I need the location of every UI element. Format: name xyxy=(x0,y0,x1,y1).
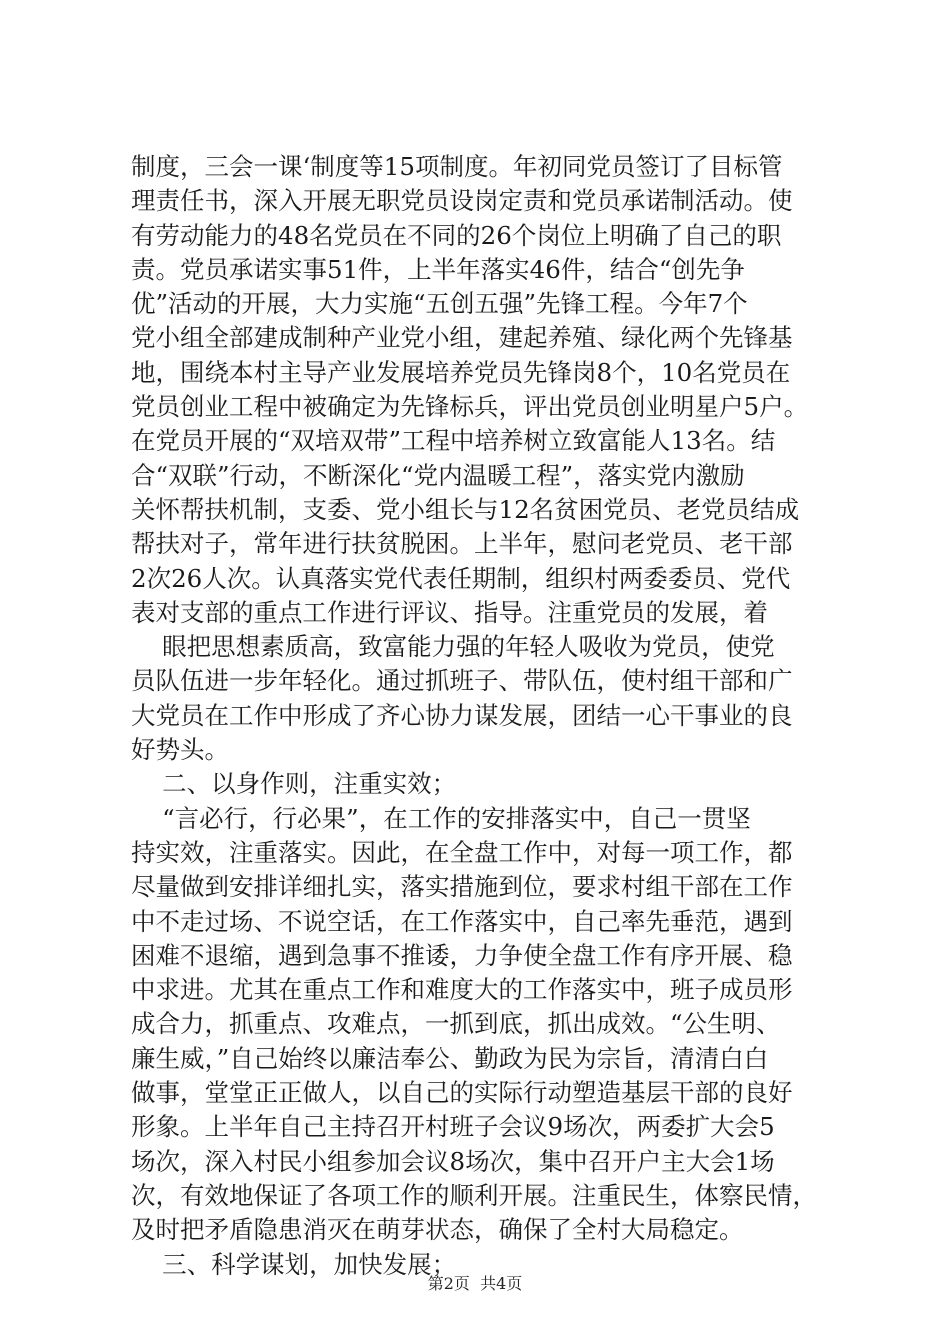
text-line: 合“双联”行动，不断深化“党内温暖工程”，落实党内激励 xyxy=(131,460,745,490)
text-line: 尽量做到安排详细扎实，落实措施到位，要求村组干部在工作 xyxy=(131,872,793,902)
text-line: 廉生威，”自己始终以廉洁奉公、勤政为民为宗旨，清清白白 xyxy=(131,1043,769,1073)
text-line: 次，有效地保证了各项工作的顺利开展。注重民生，体察民情， xyxy=(131,1180,817,1210)
text-line: 优”活动的开展，大力实施“五创五强”先锋工程。今年7个 xyxy=(131,289,748,319)
section-heading: 二、以身作则，注重实效； xyxy=(131,769,457,799)
text-line: 2次26人次。认真落实党代表任期制，组织村两委委员、党代 xyxy=(131,563,791,593)
text-line: 困难不退缩，遇到急事不推诿，力争使全盘工作有序开展、稳 xyxy=(131,940,793,970)
text-line: 责。党员承诺实事51件，上半年落实46件，结合“创先争 xyxy=(131,254,745,284)
text-line: 表对支部的重点工作进行评议、指导。注重党员的发展，着 xyxy=(131,597,768,627)
text-line: 场次，深入村民小组参加会议8场次，集中召开户主大会1场 xyxy=(131,1146,775,1176)
text-line: 做事，堂堂正正做人，以自己的实际行动塑造基层干部的良好 xyxy=(131,1078,793,1108)
text-line: 员队伍进一步年轻化。通过抓班子、带队伍，使村组干部和广 xyxy=(131,666,793,696)
body-text xyxy=(131,150,851,1282)
text-line: 在党员开展的“双培双带”工程中培养树立致富能人13名。结 xyxy=(131,426,776,456)
text-line: 大党员在工作中形成了齐心协力谋发展，团结一心干事业的良 xyxy=(131,700,793,730)
text-line: 及时把矛盾隐患消灭在萌芽状态，确保了全村大局稳定。 xyxy=(131,1215,744,1245)
text-line: 成合力，抓重点、攻难点，一抓到底，抓出成效。“公生明、 xyxy=(131,1009,781,1039)
text-line: 形象。上半年自己主持召开村班子会议9场次，两委扩大会5 xyxy=(131,1112,775,1142)
text-line: 有劳动能力的48名党员在不同的26个岗位上明确了自己的职 xyxy=(131,220,782,250)
text-line: 制度，三会一课‘制度等15项制度。年初同党员签订了目标管 xyxy=(131,152,783,181)
text-line: 中不走过场、不说空话，在工作落实中，自己率先垂范，遇到 xyxy=(131,906,793,936)
text-line: 中求进。尤其在重点工作和难度大的工作落实中，班子成员形 xyxy=(131,975,793,1005)
section-heading: 三、科学谋划，加快发展； xyxy=(131,1249,457,1279)
text-line: 眼把思想素质高，致富能力强的年轻人吸收为党员，使党 xyxy=(131,632,775,662)
text-line: 党员创业工程中被确定为先锋标兵，评出党员创业明星户5户。 xyxy=(131,392,809,422)
text-line: 地，围绕本村主导产业发展培养党员先锋岗8个，10名党员在 xyxy=(131,357,791,387)
text-line: 好势头。 xyxy=(131,735,229,765)
text-line: “言必行，行必果”，在工作的安排落实中，自己一贯坚 xyxy=(131,803,751,833)
text-line: 持实效，注重落实。因此，在全盘工作中，对每一项工作，都 xyxy=(131,837,793,867)
text-line: 党小组全部建成制种产业党小组，建起养殖、绿化两个先锋基 xyxy=(131,323,793,353)
text-line: 理责任书，深入开展无职党员设岗定责和党员承诺制活动。使 xyxy=(131,186,793,216)
text-line: 帮扶对子，常年进行扶贫脱困。上半年，慰问老党员、老干部 xyxy=(131,529,793,559)
text-line: 关怀帮扶机制，支委、党小组长与12名贫困党员、老党员结成 xyxy=(131,494,800,524)
page-footer: 第2页 共4页 xyxy=(427,1274,523,1293)
